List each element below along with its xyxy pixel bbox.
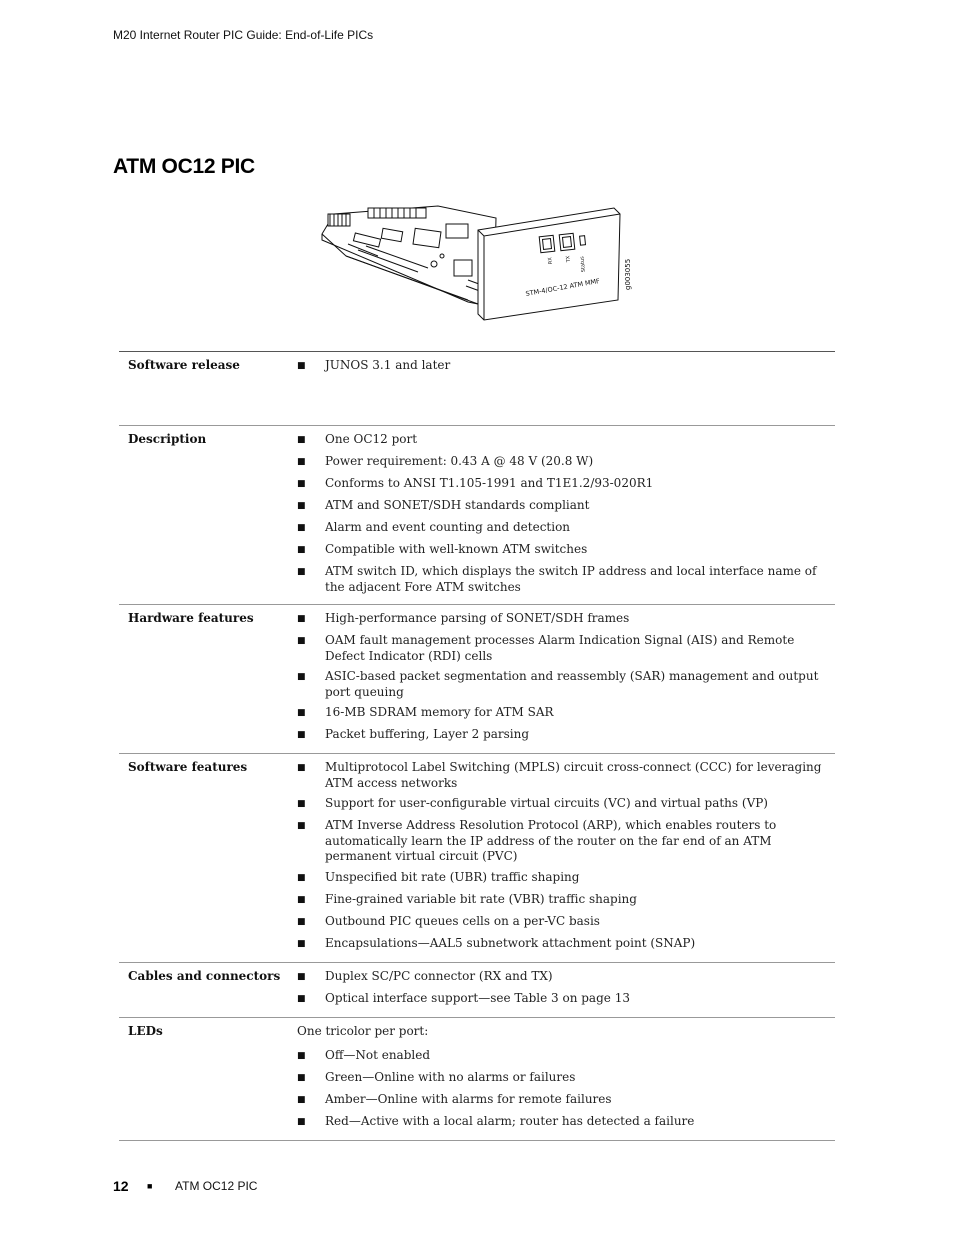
square-bullet-icon: ■ <box>297 799 306 809</box>
list-item <box>297 991 835 1008</box>
list-item-text: Off—Not enabled <box>325 1047 431 1062</box>
square-bullet-icon: ■ <box>297 545 306 555</box>
spec-content <box>297 432 835 595</box>
bullet-list <box>297 611 835 744</box>
list-item <box>297 760 835 791</box>
list-item <box>297 476 835 493</box>
list-item <box>297 818 835 865</box>
list-item-text: OAM fault management processes Alarm Indication Signal (AIS) and Remote Defect Indicator (RDI) cells <box>325 633 795 663</box>
list-item <box>297 1092 835 1109</box>
list-item-text: ATM Inverse Address Resolution Protocol (ARP), which enables routers to automatically learn the IP address of the router on the far end of an ATM permanent virtual circuit (PVC) <box>325 818 777 863</box>
spec-row <box>119 426 835 605</box>
list-item <box>297 669 835 700</box>
list-item <box>297 1070 835 1087</box>
list-item-text: Packet buffering, Layer 2 parsing <box>325 727 530 741</box>
list-item <box>297 969 835 986</box>
square-bullet-icon: ■ <box>297 894 306 905</box>
port-label-status: Status <box>579 255 587 273</box>
list-item-text: ASIC-based packet segmentation and reassembly (SAR) management and output port queuing <box>325 669 819 699</box>
square-bullet-icon: ■ <box>297 361 306 371</box>
list-item-text: Green—Online with no alarms or failures <box>325 1069 576 1084</box>
running-header: M20 Internet Router PIC Guide: End-of-Life PICs <box>113 28 374 42</box>
square-bullet-icon: ■ <box>297 523 306 533</box>
list-item-text: JUNOS 3.1 and later <box>325 358 451 372</box>
list-item-text: High-performance parsing of SONET/SDH frames <box>325 611 630 625</box>
square-bullet-icon: ■ <box>297 916 306 927</box>
square-bullet-icon: ■ <box>297 435 306 445</box>
list-item <box>297 564 835 595</box>
square-bullet-icon: ■ <box>297 1072 306 1083</box>
list-item-text: Optical interface support—see Table 3 on page 13 <box>325 990 630 1005</box>
square-bullet-icon: ■ <box>297 636 306 646</box>
spec-row <box>119 963 835 1018</box>
spec-label: Software release <box>128 358 240 372</box>
page-footer <box>113 1178 257 1194</box>
list-item-text: Support for user-configurable virtual circuits (VC) and virtual paths (VP) <box>325 796 768 810</box>
list-item <box>297 892 835 909</box>
list-item-text: ATM switch ID, which displays the switch IP address and local interface name of the adjacent Fore ATM switches <box>325 564 817 594</box>
list-item <box>297 542 835 559</box>
square-bullet-icon: ■ <box>297 672 306 682</box>
square-bullet-icon: ■ <box>297 708 306 718</box>
spec-table <box>119 351 835 1141</box>
square-bullet-icon: ■ <box>147 1181 153 1191</box>
list-item-text: 16-MB SDRAM memory for ATM SAR <box>325 705 554 719</box>
list-item <box>297 633 835 664</box>
spec-intro: One tricolor per port: <box>297 1023 429 1038</box>
port-label-tx: TX <box>565 255 572 263</box>
list-item <box>297 936 835 953</box>
spec-content <box>297 358 835 416</box>
square-bullet-icon: ■ <box>297 872 306 883</box>
spec-label: LEDs <box>128 1023 163 1038</box>
square-bullet-icon: ■ <box>297 1050 306 1061</box>
list-item-text: Conforms to ANSI T1.105-1991 and T1E1.2/93-020R1 <box>325 476 654 490</box>
bullet-list <box>297 969 835 1008</box>
pic-line-drawing <box>318 200 640 322</box>
list-item-text: Encapsulations—AAL5 subnetwork attachment point (SNAP) <box>325 935 696 950</box>
list-item <box>297 1114 835 1131</box>
square-bullet-icon: ■ <box>297 730 306 740</box>
spec-content <box>297 760 835 953</box>
list-item <box>297 498 835 515</box>
footer-section-title: ATM OC12 PIC <box>175 1179 258 1193</box>
bullet-list <box>297 432 835 595</box>
list-item-text: Alarm and event counting and detection <box>325 520 571 534</box>
square-bullet-icon: ■ <box>297 567 306 577</box>
figure-id: g003055 <box>624 258 632 290</box>
pic-illustration <box>318 200 640 322</box>
spec-content <box>297 969 835 1008</box>
list-item <box>297 432 835 449</box>
spec-content <box>297 1024 835 1131</box>
square-bullet-icon: ■ <box>297 501 306 511</box>
spec-label: Hardware features <box>128 611 254 625</box>
square-bullet-icon: ■ <box>297 1116 306 1127</box>
list-item-text: Power requirement: 0.43 A @ 48 V (20.8 W) <box>325 454 594 468</box>
list-item <box>297 1048 835 1065</box>
bullet-list <box>297 760 835 953</box>
list-item <box>297 727 835 744</box>
list-item <box>297 914 835 931</box>
spec-row <box>119 352 835 426</box>
list-item <box>297 705 835 722</box>
bullet-list <box>297 1048 835 1131</box>
spec-row <box>119 1018 835 1141</box>
spec-label: Software features <box>128 760 248 774</box>
spec-label: Description <box>128 432 207 446</box>
square-bullet-icon: ■ <box>297 993 306 1004</box>
page-number: 12 <box>113 1178 129 1194</box>
list-item-text: ATM and SONET/SDH standards compliant <box>325 498 590 512</box>
list-item-text: Amber—Online with alarms for remote failures <box>325 1091 612 1106</box>
square-bullet-icon: ■ <box>297 457 306 467</box>
list-item-text: One OC12 port <box>325 432 418 446</box>
list-item <box>297 520 835 537</box>
spec-label: Cables and connectors <box>128 968 281 983</box>
port-label-rx: RX <box>547 256 554 265</box>
square-bullet-icon: ■ <box>297 938 306 949</box>
list-item-text: Duplex SC/PC connector (RX and TX) <box>325 968 553 983</box>
list-item-text: Unspecified bit rate (UBR) traffic shaping <box>325 869 580 884</box>
list-item <box>297 358 835 375</box>
bullet-list <box>297 358 835 375</box>
list-item-text: Red—Active with a local alarm; router has detected a failure <box>325 1113 695 1128</box>
square-bullet-icon: ■ <box>297 614 306 624</box>
list-item-text: Fine-grained variable bit rate (VBR) traffic shaping <box>325 891 637 906</box>
list-item-text: Multiprotocol Label Switching (MPLS) circuit cross-connect (CCC) for leveraging ATM access networks <box>325 760 822 790</box>
list-item-text: Outbound PIC queues cells on a per-VC basis <box>325 913 600 928</box>
list-item <box>297 454 835 471</box>
faceplate-label: STM-4/OC-12 ATM MMF <box>524 277 601 298</box>
spec-row <box>119 605 835 754</box>
square-bullet-icon: ■ <box>297 1094 306 1105</box>
list-item <box>297 796 835 813</box>
page-title: ATM OC12 PIC <box>113 155 255 178</box>
spec-row <box>119 754 835 963</box>
square-bullet-icon: ■ <box>297 821 306 831</box>
spec-content <box>297 611 835 744</box>
square-bullet-icon: ■ <box>297 479 306 489</box>
list-item-text: Compatible with well-known ATM switches <box>325 542 588 556</box>
square-bullet-icon: ■ <box>297 971 306 982</box>
list-item <box>297 870 835 887</box>
list-item <box>297 611 835 628</box>
square-bullet-icon: ■ <box>297 763 306 773</box>
